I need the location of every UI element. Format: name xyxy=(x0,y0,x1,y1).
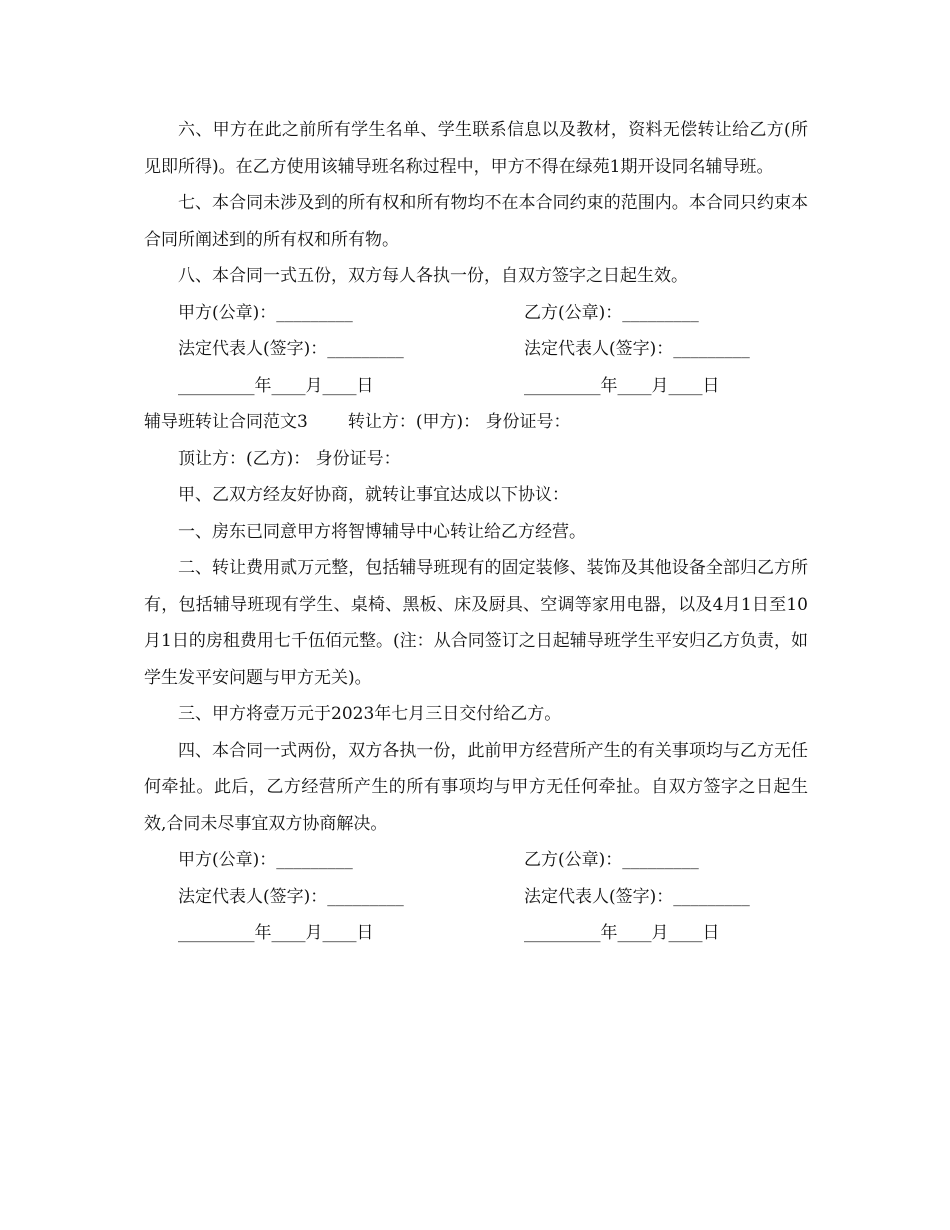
party-b-seal: 乙方(公章)：_________ xyxy=(524,302,699,323)
party-a-seal-2: 甲方(公章)：_________ xyxy=(178,850,353,870)
party-b-representative-2: 法定代表人(签字)：_________ xyxy=(524,886,750,907)
transferor-line: 转让方：(甲方)： 身份证号： xyxy=(347,412,571,432)
item-1: 一、房东已同意甲方将智博辅导中心转让给乙方经营。 xyxy=(178,521,586,542)
signature-row-seal-2 xyxy=(144,842,808,879)
item-3: 三、甲方将壹万元于2023年七月三日交付给乙方。 xyxy=(178,704,562,724)
signature-row-date-2 xyxy=(144,915,808,952)
clause-8: 八、本合同一式五份，双方每人各执一份，自双方签字之日起生效。 xyxy=(178,266,688,286)
signature-row-rep-2 xyxy=(144,879,808,916)
clause-6: 六、甲方在此之前所有学生名单、学生联系信息以及教材，资料无偿转让给乙方(所见即所得)。在乙方使用该辅导班名称过程中，甲方不得在绿苑1期开设同名辅导班。 xyxy=(144,120,808,177)
document-body xyxy=(144,112,808,952)
contract-heading-line xyxy=(144,404,808,441)
clause-7: 七、本合同未涉及到的所有权和所有物均不在本合同约束的范围内。本合同只约束本合同所阐述到的所有权和所有物。 xyxy=(144,193,808,250)
contract-title: 辅导班转让合同范文3 xyxy=(144,412,308,432)
signature-row-seal xyxy=(144,295,808,332)
signature-row-rep xyxy=(144,331,808,368)
party-a-seal: 甲方(公章)：_________ xyxy=(178,302,353,323)
party-a-representative: 法定代表人(签字)：_________ xyxy=(178,339,404,359)
party-a-representative-2: 法定代表人(签字)：_________ xyxy=(178,886,404,907)
signature-row-date xyxy=(144,368,808,405)
transferee-line: 顶让方：(乙方)： 身份证号： xyxy=(178,448,401,469)
party-b-representative: 法定代表人(签字)：_________ xyxy=(524,339,750,359)
item-4: 四、本合同一式两份，双方各执一份，此前甲方经营所产生的有关事项均与乙方无任何牵扯。此后，乙方经营所产生的所有事项均与甲方无任何牵扯。自双方签字之日起生效,合同未尽事宜双方协商解决。 xyxy=(144,740,808,834)
item-2: 二、转让费用贰万元整，包括辅导班现有的固定装修、装饰及其他设备全部归乙方所有，包括辅导班现有学生、桌椅、黑板、床及厨具、空调等家用电器，以及4月1日至10月1日的房租费用七千伍佰元整。(注：从合同签订之日起辅导班学生平安归乙方负责，如学生发平安问题与甲方无关)。 xyxy=(144,558,808,688)
party-a-date: _________年____月____日 xyxy=(178,375,374,396)
agreement-intro: 甲、乙双方经友好协商，就转让事宜达成以下协议： xyxy=(178,485,569,505)
party-b-date-2: _________年____月____日 xyxy=(524,923,720,943)
party-b-date: _________年____月____日 xyxy=(524,375,720,396)
party-b-seal-2: 乙方(公章)：_________ xyxy=(524,850,699,870)
party-a-date-2: _________年____月____日 xyxy=(178,923,374,943)
